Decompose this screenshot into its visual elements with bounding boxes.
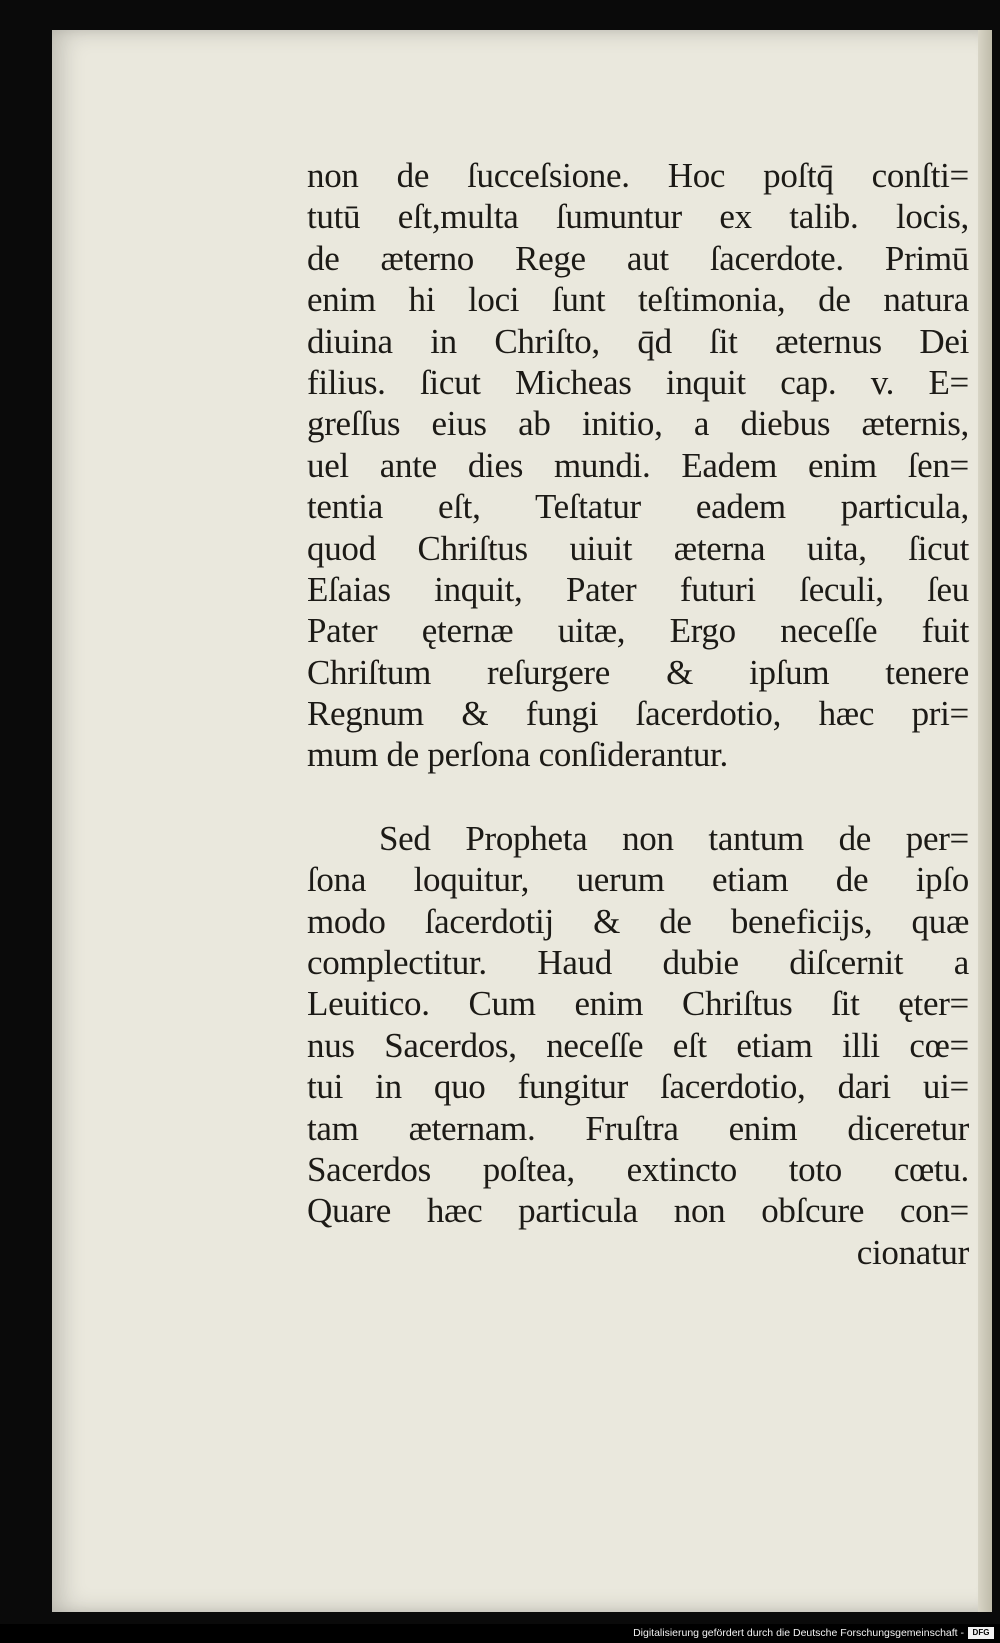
text-line: diuina in Chriſto, q̄d ſit æternus Dei: [307, 321, 969, 361]
page-edge: [978, 30, 992, 1612]
text-line: ſona loquitur, uerum etiam de ipſo: [307, 860, 969, 900]
text-line: Sed Propheta non tantum de per=: [379, 818, 969, 858]
text-line: tentia eſt, Teſtatur eadem particula,: [307, 487, 969, 527]
text-line: tui in quo fungitur ſacerdotio, dari ui=: [307, 1067, 969, 1107]
paragraph-2: [307, 818, 969, 1232]
text-line: Chriſtum reſurgere & ipſum tenere: [307, 652, 969, 692]
text-line: Sacerdos poſtea, extincto toto cœtu.: [307, 1149, 969, 1189]
catchword: cionatur: [856, 1232, 969, 1272]
text-line: enim hi loci ſunt teſtimonia, de natura: [307, 280, 969, 320]
text-line: modo ſacerdotij & de beneficijs, quæ: [307, 901, 969, 941]
text-line: tutū eſt,multa ſumuntur ex talib. locis,: [307, 197, 969, 237]
paragraph-1: [307, 155, 969, 776]
text-block: [307, 155, 969, 1273]
text-line: filius. ſicut Micheas inquit cap. v. E=: [307, 362, 969, 402]
text-line: mum de perſona conſiderantur.: [307, 735, 728, 775]
text-line: uel ante dies mundi. Eadem enim ſen=: [307, 445, 969, 485]
text-line: nus Sacerdos, neceſſe eſt etiam illi cœ=: [307, 1025, 969, 1065]
text-line: tam æternam. Fruſtra enim diceretur: [307, 1108, 969, 1148]
text-line: non de ſucceſsione. Hoc poſtq̄ conſti=: [307, 156, 969, 195]
book-page: [52, 30, 992, 1612]
dfg-logo-icon: DFG: [968, 1627, 994, 1639]
text-line: Quare hæc particula non obſcure con=: [307, 1191, 969, 1231]
text-line: Eſaias inquit, Pater futuri ſeculi, ſeu: [307, 569, 969, 609]
text-line: complectitur. Haud dubie diſcernit a: [307, 943, 969, 983]
text-line: Pater ęternæ uitæ, Ergo neceſſe fuit: [307, 611, 969, 651]
text-line: Leuitico. Cum enim Chriſtus ſit ęter=: [307, 984, 969, 1024]
text-line: quod Chriſtus uiuit æterna uita, ſicut: [307, 528, 969, 568]
text-line: greſſus eius ab initio, a diebus æternis,: [307, 404, 969, 444]
paragraph-gap: [307, 776, 969, 818]
text-line: de æterno Rege aut ſacerdote. Primū: [307, 238, 969, 278]
text-line: Regnum & fungi ſacerdotio, hæc pri=: [307, 694, 969, 734]
footer-credit: Digitalisierung gefördert durch die Deutsche Forschungsgemeinschaft -: [633, 1627, 964, 1639]
